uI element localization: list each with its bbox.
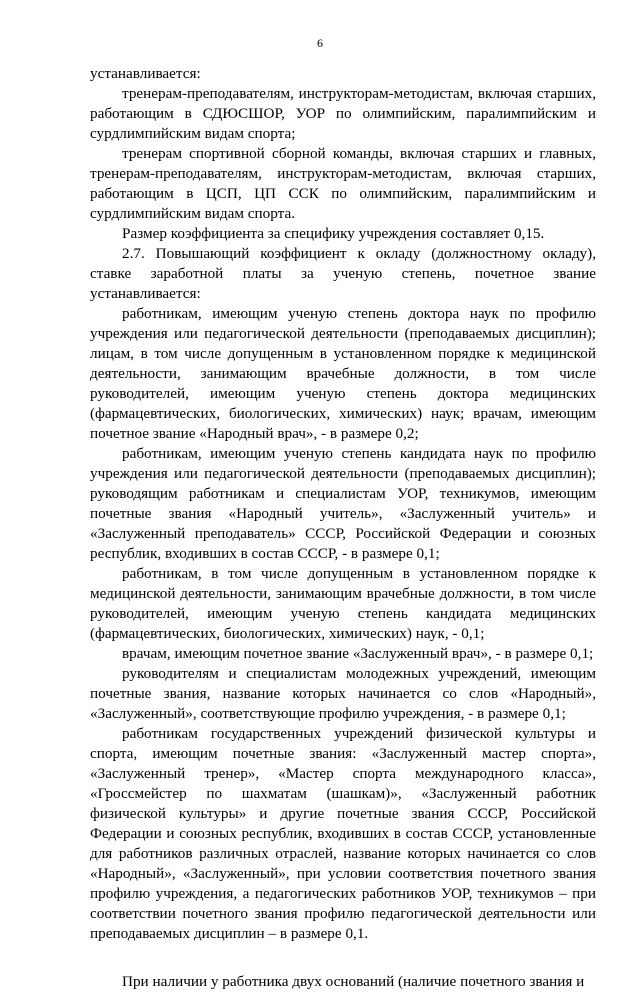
paragraph-honored-doctor: врачам, имеющим почетное звание «Заслуженный врач», - в размере 0,1; (122, 645, 594, 662)
document-body (90, 64, 596, 992)
paragraph-candidate-degree: работникам, имеющим ученую степень кандидата наук по профилю учреждения или педагогической деятельности (преподаваемых дисциплин); руководящим работникам и специалистам УОР, техникумов, имеющим почетные звания «Народный учитель», «Заслуженный учитель» и «Заслуженный преподаватель» СССР, Российской Федерации и союзных республик, входивших в состав СССР, - в размере 0,1; (90, 445, 596, 562)
paragraph-two-grounds: При наличии у работника двух оснований (наличие почетного звания и (122, 973, 585, 990)
paragraph-youth-institutions: руководителям и специалистам молодежных учреждений, имеющим почетные звания, название которых начинается со слов «Народный», «Заслуженный», соответствующие профилю учреждения, - в размере 0,1; (90, 665, 596, 722)
paragraph-sports-institutions: работникам государственных учреждений физической культуры и спорта, имеющим почетные звания: «Заслуженный мастер спорта», «Заслуженный тренер», «Мастер спорта международного класса», «Гроссмейстер по шахматам (шашкам)», «Заслуженный работник физической культуры» и другие почетные звания СССР, Российской Федерации и союзных республик, входивших в состав СССР, установленные для работников различных отраслей, название которых начинается со слов «Народный», «Заслуженный», при условии соответствия почетного звания профилю учреждения, а педагогических работников УОР, техникумов – при соответствии почетного звания профилю педагогической деятельности или преподаваемых дисциплин – в размере 0,1. (90, 725, 596, 942)
paragraph-coaches-national-team: тренерам спортивной сборной команды, включая старших и главных, тренерам-преподавателям, инструкторам-методистам, включая старших, работающим в ЦСП, ЦП ССК по олимпийским, паралимпийским и сурдлимпийским видам спорта. (90, 145, 596, 222)
paragraph-coefficient-size: Размер коэффициента за специфику учреждения составляет 0,15. (122, 225, 545, 242)
paragraph-doctor-degree: работникам, имеющим ученую степень доктора наук по профилю учреждения или педагогической деятельности (преподаваемых дисциплин); лицам, в том числе допущенным в установленном порядке к медицинской деятельности, занимающим врачебные должности, в том числе руководителей, имеющим ученую степень доктора медицинских (фармацевтических, биологических, химических) наук; врачам, имеющим почетное звание «Народный врач», - в размере 0,2; (90, 305, 596, 442)
paragraph-section-2-7: 2.7. Повышающий коэффициент к окладу (должностному окладу), ставке заработной платы за ученую степень, почетное звание устанавливается: (90, 245, 596, 302)
paragraph-coaches-sdyushor: тренерам-преподавателям, инструкторам-методистам, включая старших, работающим в СДЮСШОР, УОР по олимпийским, паралимпийским и сурдлимпийским видам спорта; (90, 85, 596, 142)
paragraph-intro: устанавливается: (90, 65, 201, 82)
page-number: 6 (317, 36, 323, 50)
paragraph-medical-candidate: работникам, в том числе допущенным в установленном порядке к медицинской деятельности, занимающим врачебные должности, в том числе руководителей, имеющим ученую степень кандидата медицинских (фармацевтических, биологических, химических) наук, - 0,1; (90, 565, 596, 642)
